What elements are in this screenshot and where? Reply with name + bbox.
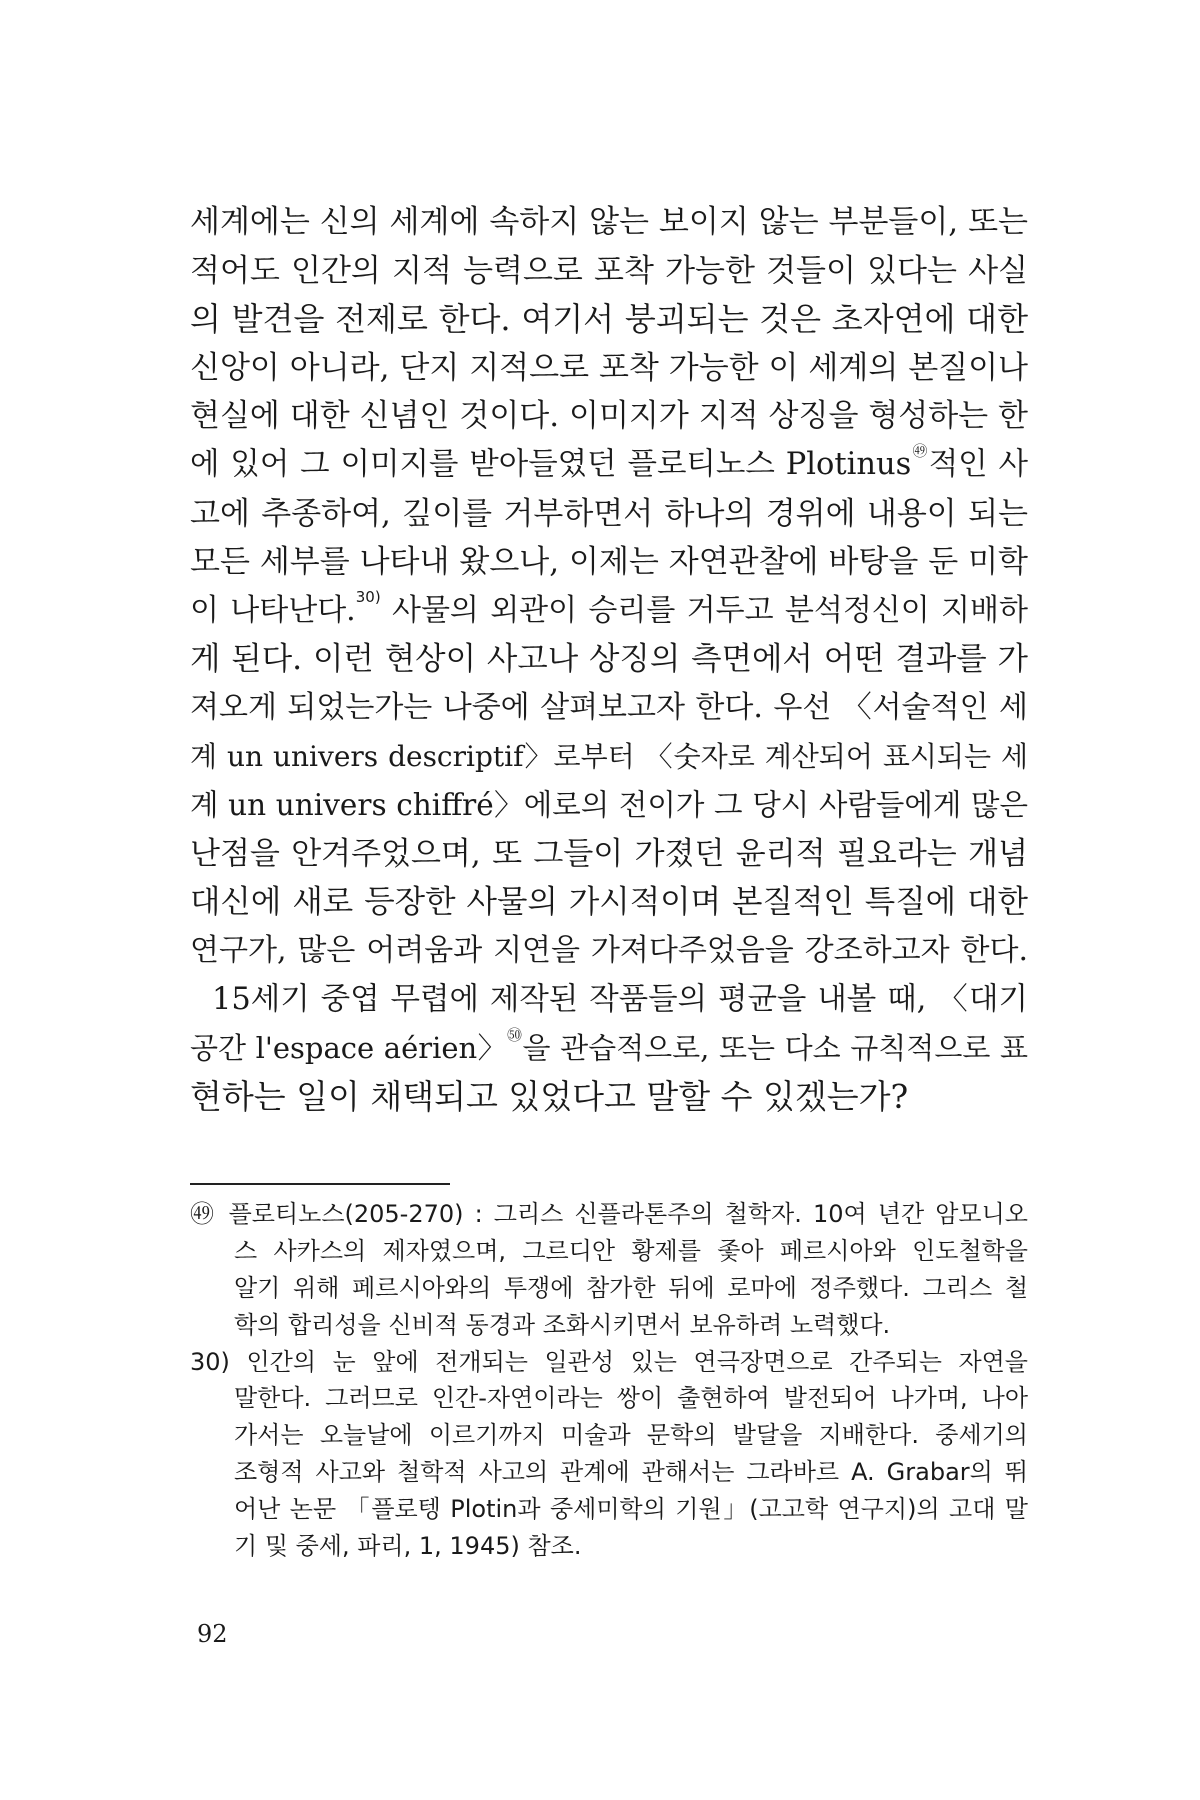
body-line-text: 사물의 외관이 승리를 거두고 분석정신이 지배하 <box>380 592 1028 628</box>
footnote-line: ㊾ 플로티노스(205-270) : 그리스 신플라톤주의 철학자. 10여 년간 암모니오 <box>190 1200 1028 1228</box>
body-line <box>190 587 1028 636</box>
footnote-line: 말한다. 그러므로 인간-자연이라는 쌍이 출현하여 발전되어 나가며, 나아 <box>234 1384 1028 1413</box>
body-line: 세계에는 신의 세계에 속하지 않는 보이지 않는 부분들이, 또는 <box>190 204 1028 240</box>
footnote-ref-50: ㊿ <box>507 1026 523 1045</box>
footnotes <box>190 1196 1028 1565</box>
body-text <box>190 198 1028 1121</box>
body-line: 의 발견을 전제로 한다. 여기서 붕괴되는 것은 초자연에 대한 <box>190 300 1028 339</box>
footnote-line: 기 및 중세, 파리, 1, 1945) 참조. <box>234 1532 582 1561</box>
footnote-line: 어난 논문 「플로텡 Plotin과 중세미학의 기원」(고고학 연구지)의 고대 말 <box>234 1495 1028 1524</box>
body-line <box>190 1024 1028 1073</box>
body-line: 현하는 일이 채택되고 있었다고 말할 수 있겠는가? <box>190 1076 909 1116</box>
body-line: 신앙이 아니라, 단지 지적으로 포착 가능한 이 세계의 본질이나 <box>190 349 1028 386</box>
body-line: 현실에 대한 신념인 것이다. 이미지가 지적 상징을 형성하는 한 <box>190 398 1028 435</box>
body-line-text: 이 나타난다. <box>190 592 356 628</box>
page-number: 92 <box>197 1620 228 1648</box>
footnote-line: 알기 위해 페르시아와의 투쟁에 참가한 뒤에 로마에 정주했다. 그리스 철 <box>234 1273 1028 1302</box>
footnote-line: 가서는 오늘날에 이르기까지 미술과 문학의 발달을 지배한다. 중세기의 <box>234 1421 1028 1450</box>
body-line-text: 에 있어 그 이미지를 받아들였던 플로티노스 Plotinus <box>190 446 912 482</box>
footnote-line: 30) 인간의 눈 앞에 전개되는 일관성 있는 연극장면으로 간주되는 자연을 <box>190 1347 1028 1376</box>
body-line: 계 un univers chiffré〉에로의 전이가 그 당시 사람들에게 많은 <box>190 788 1028 823</box>
body-line: 대신에 새로 등장한 사물의 가시적이며 본질적인 특질에 대한 <box>190 884 1028 921</box>
body-line: 모든 세부를 나타내 왔으나, 이제는 자연관찰에 바탕을 둔 미학 <box>190 544 1028 581</box>
body-line: 져오게 되었는가는 나중에 살펴보고자 한다. 우선 〈서술적인 세 <box>190 689 1028 725</box>
footnote-line: 조형적 사고와 철학적 사고의 관계에 관해서는 그라바르 A. Grabar의 뛰 <box>234 1458 1028 1487</box>
body-line-text: 공간 l'espace aérien〉 <box>190 1031 508 1066</box>
body-line: 고에 추종하여, 깊이를 거부하면서 하나의 경위에 내용이 되는 <box>190 495 1028 532</box>
body-line-text: 적인 사 <box>928 446 1028 482</box>
footnote-line: 스 사카스의 제자였으며, 그르디안 황제를 좇아 페르시아와 인도철학을 <box>234 1236 1028 1265</box>
footnote-ref-30: 30) <box>355 587 381 606</box>
body-line: 게 된다. 이런 현상이 사고나 상징의 측면에서 어떤 결과를 가 <box>190 641 1028 678</box>
body-line: 연구가, 많은 어려움과 지연을 가져다주었음을 강조하고자 한다. <box>190 932 1028 968</box>
body-line: 난점을 안겨주었으며, 또 그들이 가졌던 윤리적 필요라는 개념 <box>190 835 1028 872</box>
footnote-divider <box>190 1183 450 1185</box>
footnote-ref-49: ㊾ <box>911 441 929 460</box>
body-line <box>190 441 1028 490</box>
body-line: 계 un univers descriptif〉로부터 〈숫자로 계산되어 표시되는 세 <box>190 739 1028 773</box>
footnote-line: 학의 합리성을 신비적 동경과 조화시키면서 보유하려 노력했다. <box>234 1310 891 1339</box>
body-line: 15세기 중엽 무렵에 제작된 작품들의 평균을 내볼 때, 〈대기 <box>212 981 1028 1017</box>
body-line-text: 을 관습적으로, 또는 다소 규칙적으로 표 <box>522 1031 1028 1066</box>
body-line: 적어도 인간의 지적 능력으로 포착 가능한 것들이 있다는 사실 <box>190 252 1028 289</box>
